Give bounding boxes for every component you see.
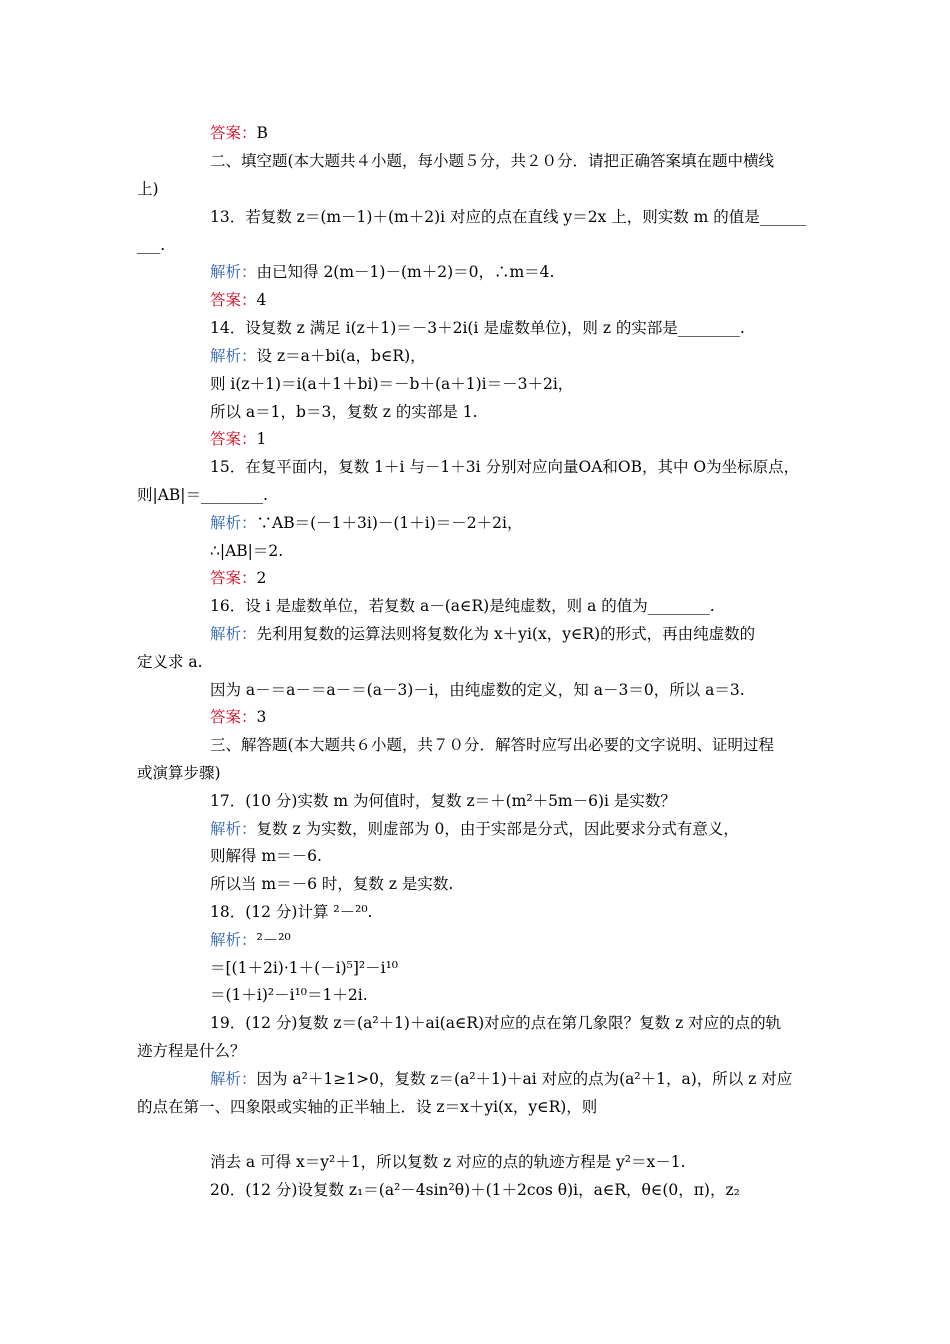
- line-text: 17．(10 分)实数 m 为何值时，复数 z＝＋(m²＋5m－6)i 是实数？: [210, 792, 676, 810]
- solution-15: [210, 513, 817, 533]
- solution-label: 解析：: [210, 347, 257, 365]
- line-text: 消去 a 可得 x＝y²＋1，所以复数 z 对应的点的轨迹方程是 y²＝x－1.: [210, 1153, 686, 1171]
- solution-17: [210, 819, 817, 839]
- line-text: 所以 a＝1，b＝3，复数 z 的实部是 1.: [210, 403, 478, 421]
- answer-16: [210, 707, 817, 727]
- line-text: ∵AB＝(－1＋3i)－(1＋i)＝－2＋2i，: [256, 514, 523, 532]
- solution-19: [210, 1069, 817, 1089]
- line-text: 由已知得 2(m－1)－(m＋2)＝0，∴m＝4.: [256, 263, 555, 281]
- solution-label: 解析：: [210, 514, 257, 532]
- solution-15-result: [210, 541, 817, 561]
- answer-label: 答案：: [210, 430, 257, 448]
- line-text: 因为 a－＝a－＝a－＝(a－3)－i，由纯虚数的定义，知 a－3＝0，所以 a＝3.: [210, 681, 745, 699]
- line-text: 1: [256, 430, 267, 448]
- line-text: ∴|AB|＝2.: [210, 542, 284, 560]
- section-heading-solve: [210, 735, 817, 755]
- solution-18-step: [210, 958, 817, 978]
- line-text: 则|AB|＝________.: [137, 486, 268, 504]
- solution-14-result: [210, 402, 817, 422]
- question-19-cont: [137, 1041, 817, 1061]
- solution-14: [210, 346, 817, 366]
- line-text: 4: [256, 291, 267, 309]
- question-13-blank: [137, 235, 817, 255]
- line-text: 定义求 a.: [137, 653, 203, 671]
- solution-19-result: [210, 1152, 817, 1172]
- line-text: 先利用复数的运算法则将复数化为 x＋yi(x，y∈R)的形式，再由纯虚数的: [256, 625, 756, 643]
- solution-label: 解析：: [210, 820, 257, 838]
- line-text: 三、解答题(本大题共６小题，共７０分．解答时应写出必要的文字说明、证明过程: [210, 736, 775, 754]
- solution-label: 解析：: [210, 263, 257, 281]
- line-text: 16．设 i 是虚数单位，若复数 a－(a∈R)是纯虚数，则 a 的值为________.: [210, 597, 715, 615]
- question-20: [210, 1180, 817, 1200]
- line-text: 20．(12 分)设复数 z₁＝(a²－4sin²θ)＋(1＋2cos θ)i，a∈R，θ∈(0，π)，z₂: [210, 1181, 740, 1199]
- line-text: 所以当 m＝－6 时，复数 z 是实数.: [210, 875, 454, 893]
- line-text: 15．在复平面内，复数 1＋i 与－1＋3i 分别对应向量OA和OB，其中 O为坐标原点，: [210, 458, 800, 476]
- line-text: 2: [256, 569, 267, 587]
- line-text: 14．设复数 z 满足 i(z＋1)＝－3＋2i(i 是虚数单位)，则 z 的实部是________.: [210, 319, 745, 337]
- question-13: [210, 207, 817, 227]
- line-text: 因为 a²＋1≥1>0，复数 z＝(a²＋1)＋ai 对应的点为(a²＋1，a)，所以 z 对应: [256, 1070, 793, 1088]
- solution-14-step: [210, 374, 817, 394]
- line-text: 设 z＝a＋bi(a，b∈R)，: [256, 347, 426, 365]
- question-18: [210, 902, 817, 922]
- line-text: B: [256, 124, 268, 142]
- line-text: 迹方程是什么？: [137, 1042, 246, 1060]
- solution-13: [210, 262, 817, 282]
- section-heading-fill-in: [210, 151, 817, 171]
- line-text: 复数 z 为实数，则虚部为 0，由于实部是分式，因此要求分式有意义，: [256, 820, 739, 838]
- solution-label: 解析：: [210, 931, 257, 949]
- solution-16-cont: [137, 652, 817, 672]
- answer-label: 答案：: [210, 708, 257, 726]
- solution-16-step: [210, 680, 817, 700]
- line-text: ＝(1＋i)²－i¹⁰＝1＋2i.: [210, 986, 368, 1004]
- answer-label: 答案：: [210, 569, 257, 587]
- line-text: 13．若复数 z＝(m－1)＋(m＋2)i 对应的点在直线 y＝2x 上，则实数 m 的值是______: [210, 208, 807, 226]
- section-heading-cont: [137, 179, 817, 199]
- solution-label: 解析：: [210, 625, 257, 643]
- question-15-blank: [137, 485, 817, 505]
- solution-16: [210, 624, 817, 644]
- question-17: [210, 791, 817, 811]
- line-text: 3: [256, 708, 267, 726]
- line-text: 19．(12 分)复数 z＝(a²＋1)＋ai(a∈R)对应的点在第几象限？复数 z 对应的点的轨: [210, 1014, 782, 1032]
- line-text: 二、填空题(本大题共４小题，每小题５分，共２０分．请把正确答案填在题中横线: [210, 152, 775, 170]
- answer-13: [210, 290, 817, 310]
- line-text: 或演算步骤): [137, 764, 221, 782]
- line-text: ___.: [137, 236, 166, 254]
- question-16: [210, 596, 817, 616]
- solution-17-result: [210, 874, 817, 894]
- solution-18: [210, 930, 817, 950]
- line-text: 18．(12 分)计算 ²－²⁰.: [210, 903, 373, 921]
- solution-17-step: [210, 846, 817, 866]
- answer-label: 答案：: [210, 291, 257, 309]
- solution-label: 解析：: [210, 1070, 257, 1088]
- question-15: [210, 457, 817, 477]
- line-text: 的点在第一、四象限或实轴的正半轴上．设 z＝x＋yi(x，y∈R)，则: [137, 1098, 598, 1116]
- section-heading-solve-cont: [137, 763, 817, 783]
- answer-15: [210, 568, 817, 588]
- line-text: 则 i(z＋1)＝i(a＋1＋bi)＝－b＋(a＋1)i＝－3＋2i，: [210, 375, 574, 393]
- line-text: 上): [137, 180, 159, 198]
- line-text: ²－²⁰: [256, 931, 291, 949]
- answer-14: [210, 429, 817, 449]
- question-19: [210, 1013, 817, 1033]
- solution-19-cont: [137, 1097, 817, 1117]
- solution-18-result: [210, 985, 817, 1005]
- line-text: 则解得 m＝－6.: [210, 847, 322, 865]
- line-text: ＝[(1＋2i)·1＋(－i)⁵]²－i¹⁰: [210, 959, 399, 977]
- question-14: [210, 318, 817, 338]
- answer-line-12: [210, 123, 817, 143]
- answer-label: 答案：: [210, 124, 257, 142]
